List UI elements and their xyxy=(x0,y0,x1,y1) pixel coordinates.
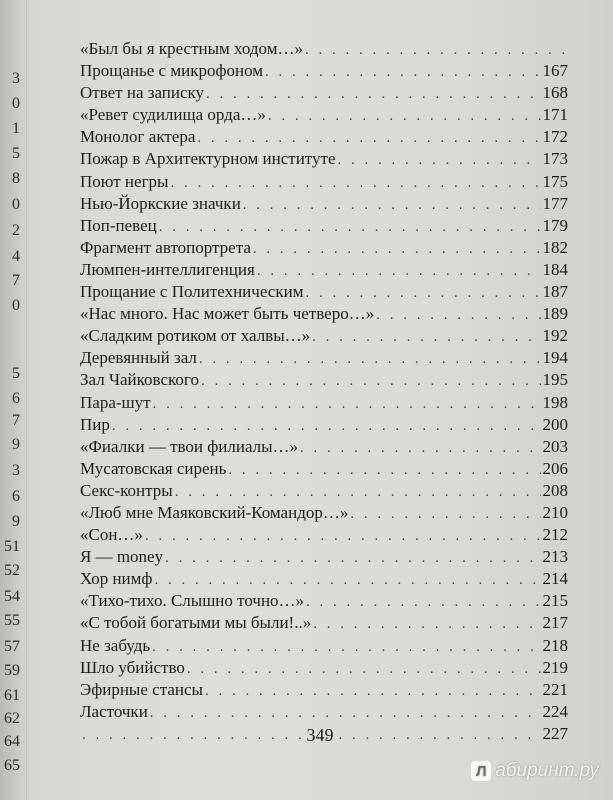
toc-leader-dots xyxy=(206,83,540,105)
toc-entry-page: 175 xyxy=(542,171,568,191)
toc-entry xyxy=(80,458,568,480)
toc-entry xyxy=(80,259,568,281)
left-margin-number: 3 xyxy=(12,70,20,87)
toc-leader-dots xyxy=(305,282,540,304)
toc-entry-title: Хор нимф xyxy=(80,569,153,589)
toc-entry-page: 217 xyxy=(542,613,568,633)
left-margin-number: 52 xyxy=(4,562,20,579)
toc-leader-dots xyxy=(205,680,541,702)
toc-leader-dots xyxy=(268,105,541,127)
left-margin-number: 64 xyxy=(4,733,20,750)
toc-entry-title: «Сладким ротиком от халвы…» xyxy=(80,326,311,346)
toc-leader-dots xyxy=(197,127,540,149)
left-margin-number: 61 xyxy=(4,687,20,704)
toc-entry-title: «С тобой богатыми мы были!..» xyxy=(80,613,312,633)
toc-leader-dots xyxy=(112,415,541,437)
toc-entry-page: 167 xyxy=(542,61,568,81)
watermark-text: абиринт.ру xyxy=(495,760,599,781)
toc-entry-page: 215 xyxy=(542,591,568,611)
left-page-edge-numbers xyxy=(0,0,24,800)
toc-entry-page: 195 xyxy=(542,370,568,390)
toc-entry-page: 194 xyxy=(542,348,568,368)
toc-entry xyxy=(80,104,568,126)
left-margin-number: 5 xyxy=(12,365,20,382)
toc-entry xyxy=(80,148,568,170)
toc-entry xyxy=(80,414,568,436)
toc-entry-page: 192 xyxy=(542,326,568,346)
toc-entry-page: 198 xyxy=(542,392,568,412)
toc-entry-title: Деревянный зал xyxy=(80,348,197,368)
toc-entry xyxy=(80,215,568,237)
toc-entry-page: 224 xyxy=(542,701,568,721)
toc-leader-dots xyxy=(145,525,541,547)
toc-leader-dots xyxy=(152,636,540,658)
toc-entry-page: 168 xyxy=(542,83,568,103)
toc-entry-page: 182 xyxy=(542,237,568,257)
toc-entry xyxy=(80,480,568,502)
left-margin-number: 3 xyxy=(12,462,20,479)
toc-leader-dots xyxy=(243,194,541,216)
toc-leader-dots xyxy=(312,326,540,348)
toc-entry-title: Не забудь xyxy=(80,635,151,655)
toc-entry-title: Монолог актера xyxy=(80,127,196,147)
toc-entry-title: «Люб мне Маяковский-Командор…» xyxy=(80,502,349,522)
toc-leader-dots xyxy=(265,61,540,83)
toc-entry-title: Люмпен-интеллигенция xyxy=(80,259,255,279)
toc-leader-dots xyxy=(306,591,540,613)
toc-entry-page: 172 xyxy=(542,127,568,147)
toc-leader-dots xyxy=(165,547,540,569)
left-margin-number: 55 xyxy=(4,612,20,629)
table-of-contents xyxy=(80,38,568,745)
toc-entry-title: Зал Чайковского xyxy=(80,370,199,390)
toc-entry xyxy=(80,237,568,259)
left-margin-number: 6 xyxy=(12,488,20,505)
toc-leader-dots xyxy=(187,658,541,680)
toc-entry-page: 221 xyxy=(542,679,568,699)
toc-entry xyxy=(80,502,568,524)
left-margin-number: 1 xyxy=(12,120,20,137)
left-margin-number: 2 xyxy=(12,222,20,239)
toc-entry-page: 203 xyxy=(542,436,568,456)
toc-entry-title: «Ревет судилища орда…» xyxy=(80,105,266,125)
toc-entry xyxy=(80,325,568,347)
toc-entry xyxy=(80,347,568,369)
toc-entry xyxy=(80,612,568,634)
toc-leader-dots xyxy=(350,503,540,525)
toc-leader-dots xyxy=(228,459,540,481)
page-number: 349 xyxy=(306,725,334,745)
toc-entry-title: «Был бы я крестным ходом…» xyxy=(80,39,303,58)
left-margin-number: 0 xyxy=(12,95,20,112)
toc-entry-title: Фрагмент автопортрета xyxy=(80,237,251,257)
toc-entry-title: Прощанье с микрофоном xyxy=(80,61,264,81)
left-margin-number: 0 xyxy=(12,297,20,314)
left-margin-number: 54 xyxy=(4,588,20,605)
toc-entry xyxy=(80,38,568,60)
toc-entry-title: Секс-контры xyxy=(80,480,173,500)
toc-entry-page: 208 xyxy=(542,480,568,500)
toc-entry xyxy=(80,82,568,104)
toc-leader-dots xyxy=(257,260,541,282)
left-margin-number: 6 xyxy=(12,390,20,407)
toc-entry-title: Я — money xyxy=(80,547,164,567)
toc-entry xyxy=(80,60,568,82)
toc-entry-page: 214 xyxy=(542,569,568,589)
toc-entry-title: Пара-шут xyxy=(80,392,151,412)
left-margin-number: 65 xyxy=(4,757,20,774)
toc-entry-title: Ласточки xyxy=(80,701,148,721)
toc-entry-page: 177 xyxy=(542,193,568,213)
left-margin-number: 59 xyxy=(4,662,20,679)
toc-entry-title: Пир xyxy=(80,414,110,434)
toc-leader-dots xyxy=(201,370,541,392)
toc-entry xyxy=(80,524,568,546)
toc-entry-page: 173 xyxy=(542,149,568,169)
left-margin-number: 8 xyxy=(12,170,20,187)
toc-entry xyxy=(80,657,568,679)
toc-entry-page: 219 xyxy=(542,657,568,677)
toc-entry-title: «Тихо-тихо. Слышно точно…» xyxy=(80,591,305,611)
toc-leader-dots xyxy=(313,613,540,635)
toc-entry xyxy=(80,193,568,215)
left-margin-number: 9 xyxy=(12,513,20,530)
toc-entry-title: Прощание с Политехническим xyxy=(80,282,304,302)
toc-leader-dots xyxy=(338,149,541,171)
toc-leader-dots xyxy=(154,569,540,591)
toc-entry-title: Шло убийство xyxy=(80,657,185,677)
toc-entry-title: «Сон…» xyxy=(80,525,143,545)
toc-entry xyxy=(80,369,568,391)
toc-entry xyxy=(80,171,568,193)
toc-entry-page: 210 xyxy=(542,502,568,522)
left-margin-number: 51 xyxy=(4,538,20,555)
toc-entry-page: 227 xyxy=(542,723,568,743)
toc-entry-page: 179 xyxy=(542,215,568,235)
toc-entry xyxy=(80,436,568,458)
toc-entry-page: 171 xyxy=(542,105,568,125)
toc-entry-title: Эфирные стансы xyxy=(80,679,203,699)
toc-entry-page: 200 xyxy=(542,414,568,434)
toc-entry xyxy=(80,701,568,723)
left-margin-number: 57 xyxy=(4,638,20,655)
left-margin-number: 0 xyxy=(12,196,20,213)
toc-leader-dots xyxy=(159,216,541,238)
toc-entry xyxy=(80,392,568,414)
toc-entry xyxy=(80,635,568,657)
toc-entry-title: Мусатовская сирень xyxy=(80,458,227,478)
toc-entry-title: Пожар в Архитектурном институте xyxy=(80,149,336,169)
left-margin-number: 4 xyxy=(12,248,20,265)
left-margin-number: 7 xyxy=(12,412,20,429)
left-margin-number: 5 xyxy=(12,145,20,162)
toc-leader-dots xyxy=(199,348,541,370)
toc-entry-page: 212 xyxy=(542,525,568,545)
toc-leader-dots xyxy=(170,172,540,194)
toc-leader-dots xyxy=(253,238,541,260)
toc-entry-page: 218 xyxy=(542,635,568,655)
toc-entry xyxy=(80,281,568,303)
toc-entry xyxy=(80,568,568,590)
toc-entry-title: Ответ на записку xyxy=(80,83,205,103)
watermark-logo-icon: Л xyxy=(471,761,491,781)
toc-entry-page: 206 xyxy=(542,458,568,478)
toc-entry-page: 213 xyxy=(542,547,568,567)
toc-leader-dots xyxy=(376,304,540,326)
toc-entry xyxy=(80,126,568,148)
toc-entry xyxy=(80,679,568,701)
toc-entry-title: Нью-Йоркские значки xyxy=(80,193,241,213)
toc-entry-page: 189 xyxy=(542,304,568,324)
toc-leader-dots xyxy=(153,393,541,415)
watermark xyxy=(471,760,599,782)
toc-leader-dots xyxy=(175,481,541,503)
toc-entry-title: Поп-певец xyxy=(80,215,157,235)
toc-leader-dots xyxy=(300,437,540,459)
toc-entry-title: «Нас много. Нас может быть четверо…» xyxy=(80,304,375,324)
toc-leader-dots xyxy=(305,39,566,61)
left-margin-number: 62 xyxy=(4,710,20,727)
toc-entry-page: 184 xyxy=(542,259,568,279)
toc-entry-title: Поют негры xyxy=(80,171,169,191)
toc-entry-title: «Фиалки — твои филиалы…» xyxy=(80,436,299,456)
toc-entry-page: 187 xyxy=(542,282,568,302)
left-margin-number: 9 xyxy=(12,436,20,453)
toc-entry xyxy=(80,546,568,568)
toc-leader-dots xyxy=(150,702,541,724)
toc-entry xyxy=(80,303,568,325)
left-margin-number: 7 xyxy=(12,272,20,289)
toc-entry xyxy=(80,590,568,612)
